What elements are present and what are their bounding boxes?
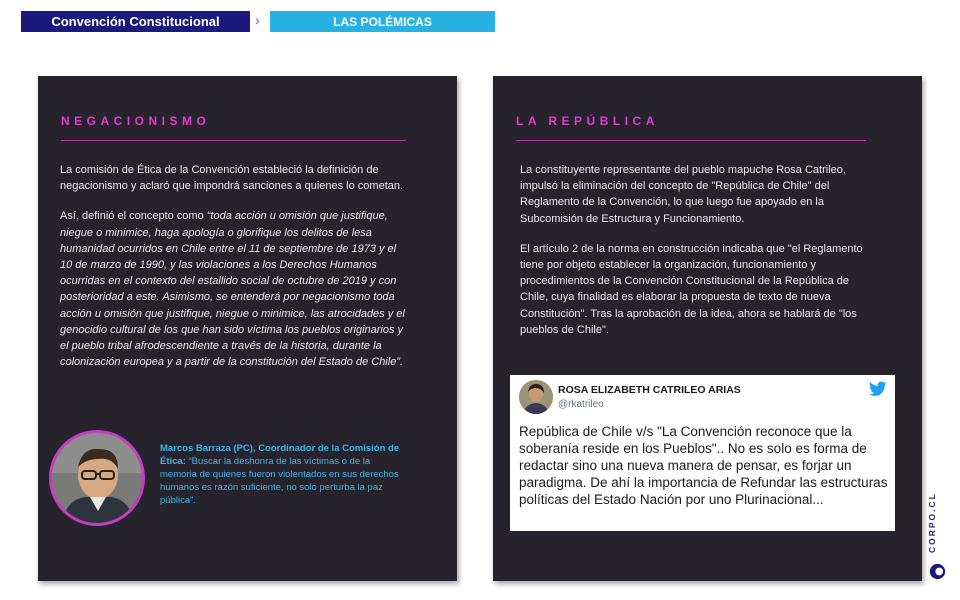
republica-panel bbox=[493, 76, 922, 581]
breadcrumb-polemicas[interactable] bbox=[270, 11, 495, 32]
panel-title: NEGACIONISMO bbox=[61, 114, 211, 128]
twitter-bird-icon[interactable] bbox=[869, 381, 887, 397]
embedded-tweet[interactable] bbox=[510, 375, 895, 531]
panel-title: LA REPÚBLICA bbox=[516, 114, 659, 128]
caption-quote: “Buscar la deshonra de las víctimas o de la memoria de quienes fueron violentados en sus derechos humanos es razón suficiente, no solo perturba la paz pública”. bbox=[160, 456, 399, 506]
chevron-right-icon: › bbox=[255, 12, 260, 28]
paragraph-definition bbox=[60, 208, 406, 370]
panel-body bbox=[60, 162, 406, 384]
title-divider bbox=[516, 140, 866, 141]
paragraph-article: El artículo 2 de la norma en construcción indicaba que "el Reglamento tiene por objeto establecer la organización, funcionamiento y procedimientos de la Convención Constitucional de la República de Chile, cuya finalidad es elaborar la propuesta de texto de nueva Constitución". Tras la aprobación de la idea, ahora se hablará de "los pueblos de Chile". bbox=[520, 242, 863, 336]
avatar bbox=[49, 430, 145, 526]
title-divider bbox=[61, 140, 406, 141]
definition-quote: “toda acción u omisión que justifique, niegue o minimice, haga apología o glorifique los delitos de lesa humanidad ocurridos en Chile entre el 11 de septiembre de 1973 y el 10 de marzo de 1990, y las violaciones a los Derechos Humanos ocurridas en el contexto del estallido social de octubre de 2019 y con posterioridad a este. Asimismo, se entenderá por negacionismo toda acción u omisión que justifique, niegue o minimice, las atrocidades y el genocidio cultural de los que han sido víctima los pueblos originarios y el pueblo tribal afrodescendiente a través de la historia, durante la colonización europea y a partir de la constitución del Estado de Chile”. bbox=[60, 210, 405, 369]
corpo-logo-icon bbox=[929, 563, 946, 580]
caption-speaker: Marcos Barraza (PC), Coordinador de la Comisión de Ética: bbox=[160, 443, 400, 467]
profile-photo-icon bbox=[519, 380, 553, 414]
brand-wordmark: CORPO.CL bbox=[927, 492, 937, 554]
negacionismo-panel bbox=[38, 76, 457, 581]
tweet-body: República de Chile v/s "La Convención reconoce que la soberanía reside en los Pueblos".. No es solo es forma de redactar sino una nueva manera de pensar, es forjar un paradigma. De ahí la importancia de Refundar las estructuras políticas del Estado Nación por uno Plurinacional... bbox=[519, 424, 888, 507]
tweet-author-name[interactable]: ROSA ELIZABETH CATRILEO ARIAS bbox=[558, 384, 741, 396]
breadcrumb-convencion-label: Convención Constitucional bbox=[51, 14, 220, 29]
tweet-author-handle[interactable]: @rkatrileo bbox=[558, 399, 604, 410]
person-portrait-icon bbox=[52, 433, 142, 523]
quote-caption bbox=[160, 442, 400, 507]
paragraph-intro: La comisión de Ética de la Convención estableció la definición de negacionismo y aclaró que impondrá sanciones a quienes lo cometan. bbox=[60, 164, 404, 193]
paragraph-intro: La constituyente representante del pueblo mapuche Rosa Catrileo, impulsó la eliminación del concepto de "República de Chile" del Reglamento de la Convención, lo que luego fue apoyado en la Subcomisión de Estructura y Funcionamiento. bbox=[520, 164, 846, 225]
breadcrumb-polemicas-label: LAS POLÉMICAS bbox=[333, 14, 432, 29]
definition-prefix: Así, definió el concepto como bbox=[60, 210, 207, 223]
panel-body bbox=[520, 162, 865, 352]
breadcrumb-convencion[interactable] bbox=[21, 11, 250, 32]
avatar[interactable] bbox=[519, 380, 553, 414]
